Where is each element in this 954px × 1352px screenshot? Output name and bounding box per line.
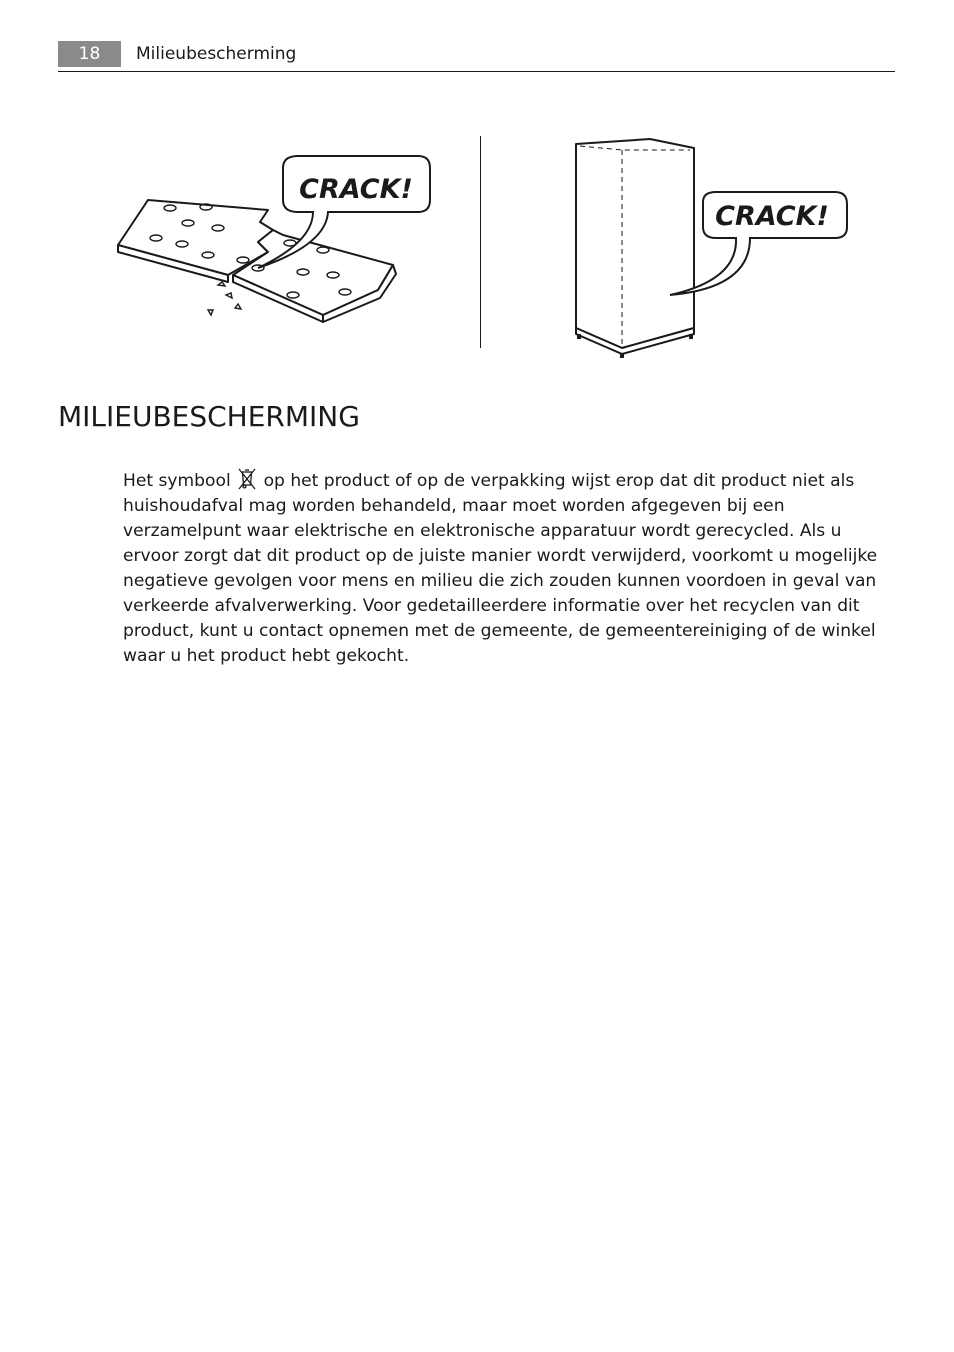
refrigerator-illustration	[560, 130, 860, 365]
crack-label-left: CRACK!	[299, 174, 413, 205]
paragraph-body: op het product of op de verpakking wijst erop dat dit product niet als huishoudafval mag worden behandeld, maar moet worden afgegeven bij een verzamelpunt waar elektrische en elektronische apparatuur wordt gerecycled. Als u ervoor zorgt dat dit product op de juiste manier wordt verwijderd, voorkomt u mogelijke negatieve gevolgen voor mens en milieu die zich zouden kunnen voordoen in geval van verkeerde afvalverwerking. Voor gedetailleerdere informatie over het recyclen van dit product, kunt u contact opnemen met de gemeente, de gemeentereiniging of de winkel waar u het product hebt gekocht.	[123, 471, 878, 666]
paragraph-lead: Het symbool	[123, 471, 231, 491]
section-title: MILIEUBESCHERMING	[58, 400, 360, 433]
illustration-divider	[480, 136, 481, 348]
page-header	[58, 40, 895, 72]
running-title: Milieubescherming	[136, 44, 297, 64]
broken-panel-illustration	[108, 150, 438, 330]
crossed-out-wheelie-bin-icon	[238, 468, 256, 490]
recycling-paragraph	[123, 468, 898, 669]
crumbs	[208, 282, 241, 315]
page-number: 18	[58, 41, 121, 67]
crack-label-right: CRACK!	[715, 201, 829, 232]
